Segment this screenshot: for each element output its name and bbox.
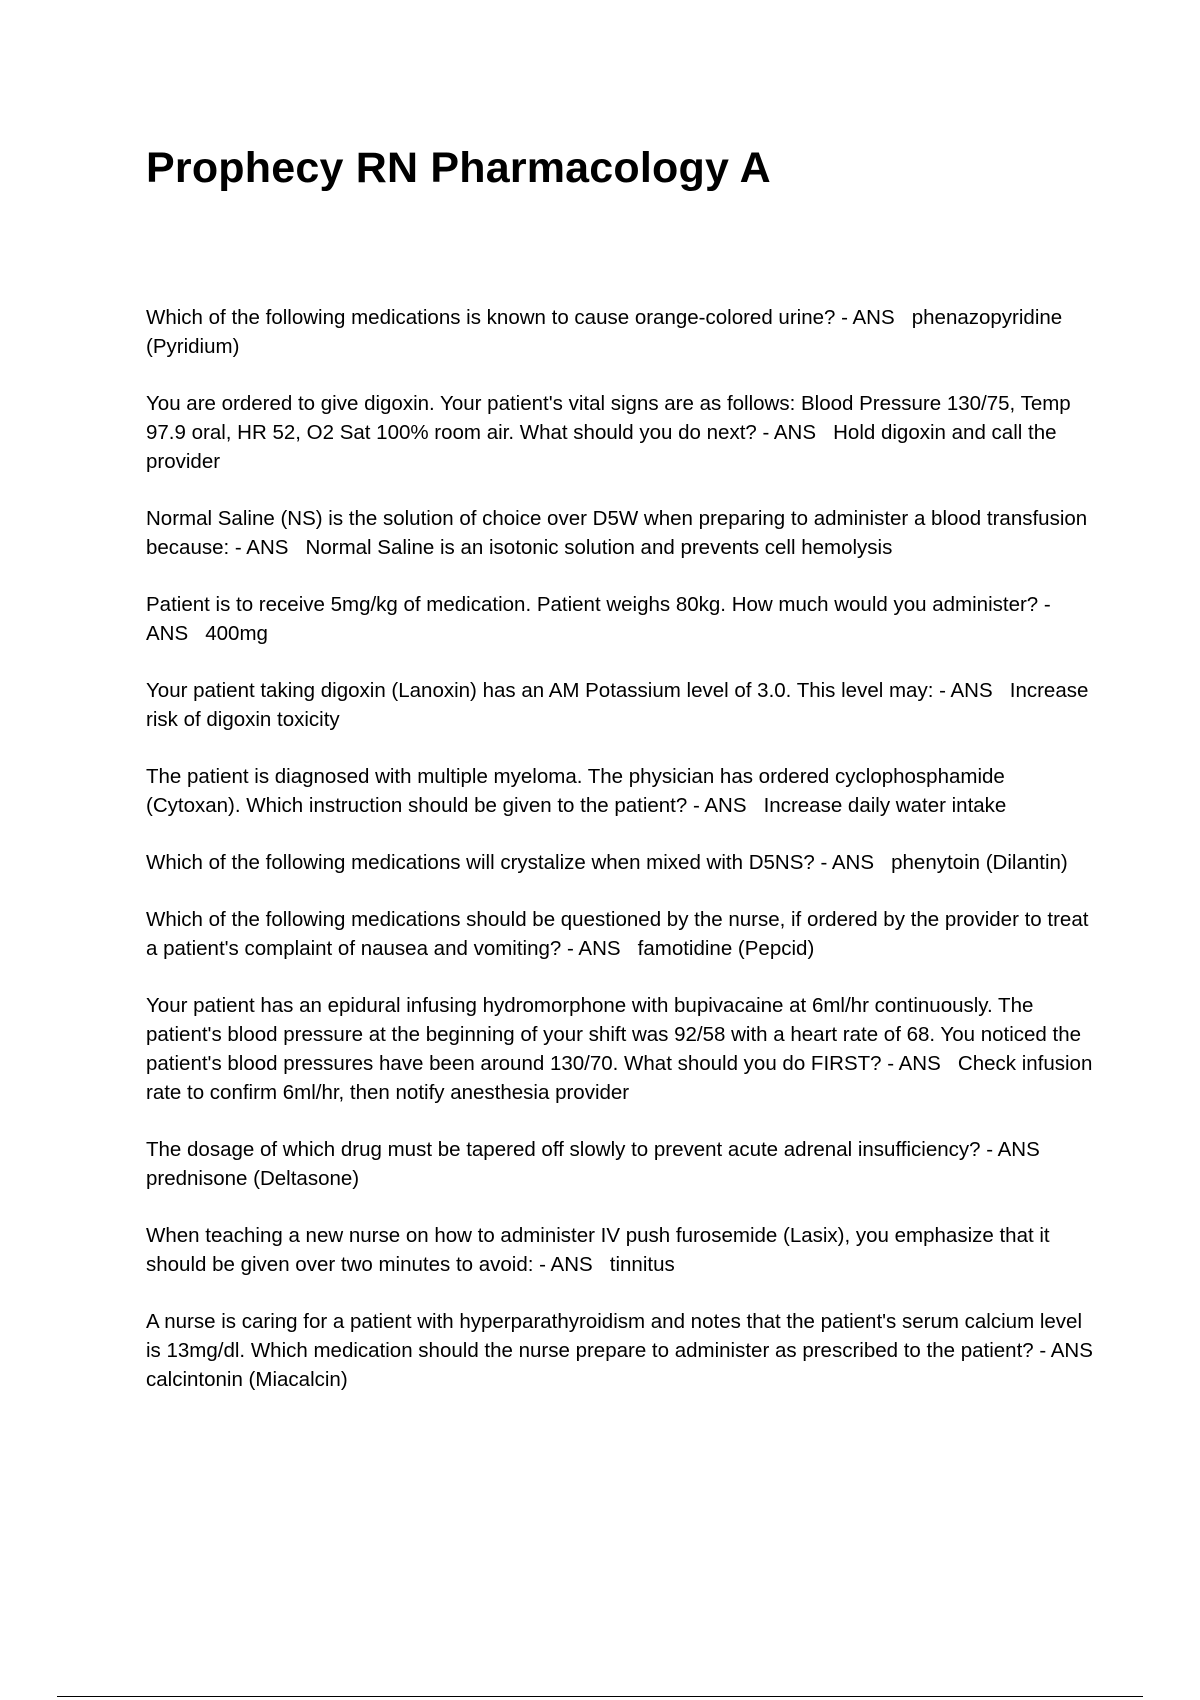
answer-text: famotidine (Pepcid) <box>637 937 815 960</box>
answer-text: phenazopyridine (Pyridium) <box>146 306 1068 358</box>
qa-item-6 <box>146 762 1096 820</box>
answer-text: calcintonin (Miacalcin) <box>146 1368 348 1391</box>
footer-divider <box>57 1696 1143 1697</box>
question-text: When teaching a new nurse on how to administer IV push furosemide (Lasix), you emphasize that it should be given over two minutes to avoid: - ANS <box>146 1224 1056 1276</box>
answer-text: phenytoin (Dilantin) <box>891 851 1068 874</box>
question-text: The patient is diagnosed with multiple myeloma. The physician has ordered cyclophosphamide (Cytoxan). Which instruction should be given to the patient? - ANS <box>146 765 1011 817</box>
question-text: Which of the following medications will crystalize when mixed with D5NS? - ANS <box>146 851 875 874</box>
qa-item-4 <box>146 590 1096 648</box>
question-text: A nurse is caring for a patient with hyperparathyroidism and notes that the patient's serum calcium level is 13mg/dl. Which medication should the nurse prepare to administer as prescribed to the patient? - ANS <box>146 1310 1093 1362</box>
question-text: Which of the following medications should be questioned by the nurse, if ordered by the provider to treat a patient's complaint of nausea and vomiting? - ANS <box>146 908 1095 960</box>
qa-item-1 <box>146 303 1096 361</box>
qa-item-7 <box>146 848 1096 877</box>
qa-item-12 <box>146 1307 1096 1394</box>
question-text: Your patient has an epidural infusing hydromorphone with bupivacaine at 6ml/hr continuously. The patient's blood pressure at the beginning of your shift was 92/58 with a heart rate of 68. You noticed the patient's blood pressures have been around 130/70. What should you do FIRST? - ANS <box>146 994 1087 1075</box>
qa-item-5 <box>146 676 1096 734</box>
qa-item-8 <box>146 905 1096 963</box>
answer-text: Increase risk of digoxin toxicity <box>146 679 1095 731</box>
answer-text: Increase daily water intake <box>763 794 1007 817</box>
qa-item-10 <box>146 1135 1096 1193</box>
answer-text: Check infusion rate to confirm 6ml/hr, then notify anesthesia provider <box>146 1052 1099 1104</box>
question-text: Patient is to receive 5mg/kg of medication. Patient weighs 80kg. How much would you administer? - ANS <box>146 593 1056 645</box>
answer-text: Normal Saline is an isotonic solution and prevents cell hemolysis <box>305 536 893 559</box>
qa-item-9 <box>146 991 1099 1107</box>
question-text: Your patient taking digoxin (Lanoxin) has an AM Potassium level of 3.0. This level may: - ANS <box>146 679 993 702</box>
question-text: Normal Saline (NS) is the solution of choice over D5W when preparing to administer a blood transfusion because: - ANS <box>146 507 1093 559</box>
question-text: The dosage of which drug must be tapered off slowly to prevent acute adrenal insufficiency? - ANS <box>146 1138 1040 1161</box>
qa-item-2 <box>146 389 1096 476</box>
answer-text: Hold digoxin and call the provider <box>146 421 1063 473</box>
question-text: You are ordered to give digoxin. Your patient's vital signs are as follows: Blood Pressure 130/75, Temp 97.9 oral, HR 52, O2 Sat 100% room air. What should you do next? - ANS <box>146 392 1077 444</box>
page-title: Prophecy RN Pharmacology A <box>146 144 771 192</box>
qa-item-11 <box>146 1221 1096 1279</box>
answer-text: tinnitus <box>609 1253 675 1276</box>
question-text: Which of the following medications is known to cause orange-colored urine? - ANS <box>146 306 895 329</box>
qa-item-3 <box>146 504 1096 562</box>
answer-text: prednisone (Deltasone) <box>146 1167 360 1190</box>
qa-list <box>146 303 1099 1422</box>
answer-text: 400mg <box>205 622 268 645</box>
